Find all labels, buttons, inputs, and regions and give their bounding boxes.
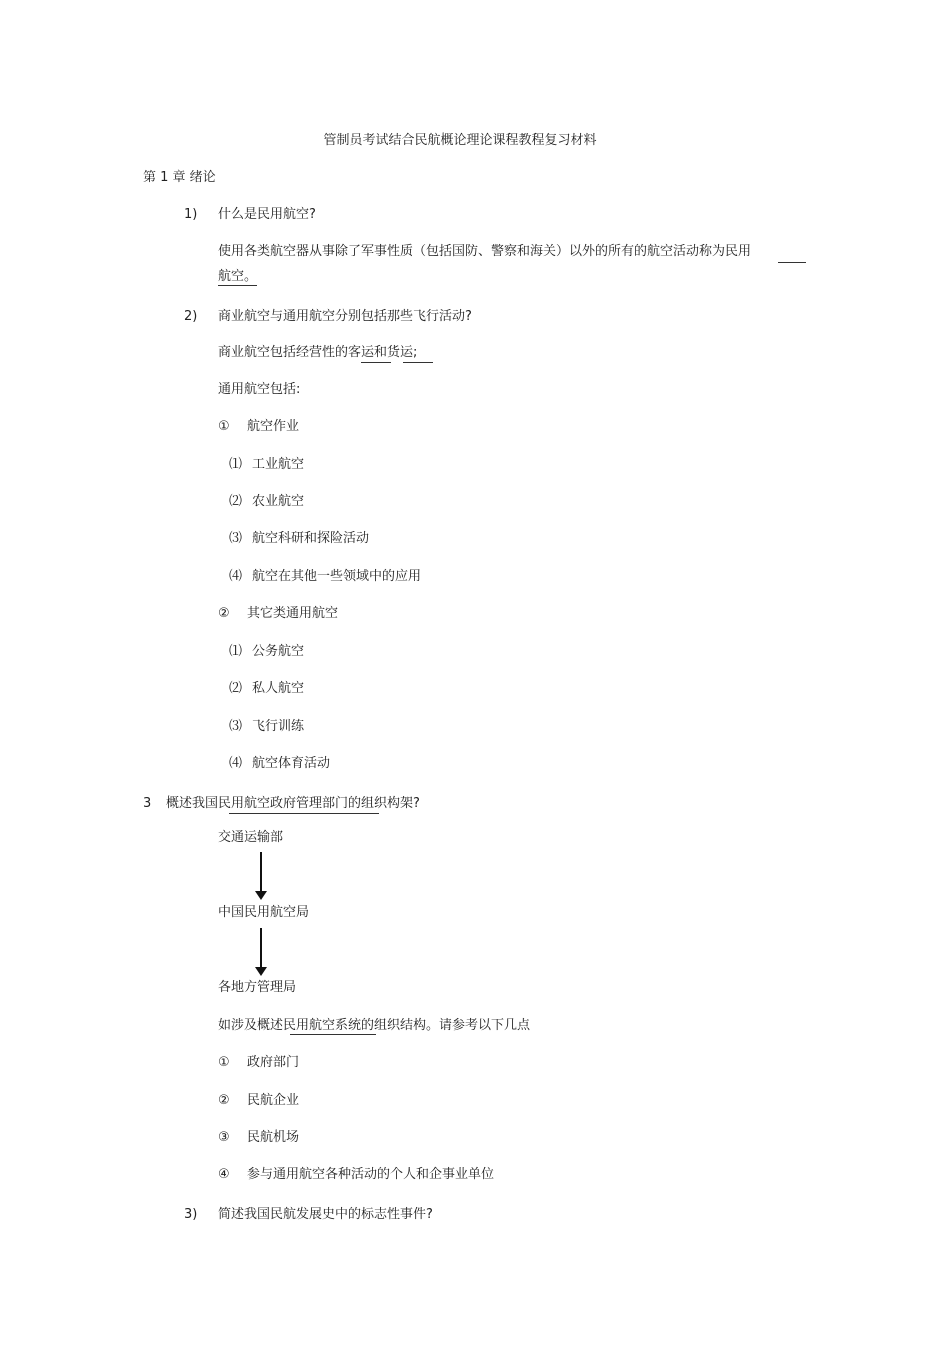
- q3-number: 3: [143, 796, 152, 811]
- point-marker: ④: [218, 1167, 230, 1182]
- g2-item-label: 飞行训练: [252, 719, 305, 734]
- org-arrow-2: [260, 928, 262, 968]
- org-node-caac: 中国民用航空局: [218, 905, 310, 920]
- q1-question: 什么是民用航空?: [218, 207, 316, 222]
- g2-item-marker: ⑵: [229, 681, 243, 696]
- org-node-regional: 各地方管理局: [218, 980, 297, 995]
- chapter-heading: 第 1 章 绪论: [143, 170, 216, 185]
- g1-item-marker: ⑶: [229, 531, 243, 546]
- q1-underline: [778, 262, 806, 263]
- g1-item-marker: ⑵: [229, 494, 243, 509]
- g2-item-label: 公务航空: [252, 644, 305, 659]
- g2-item-marker: ⑶: [229, 719, 243, 734]
- q2-question: 商业航空与通用航空分别包括那些飞行活动?: [218, 309, 472, 324]
- q1-answer-line2: 航空。: [218, 269, 258, 284]
- q2-underline-cargo: [403, 362, 433, 363]
- g1-item-label: 航空在其他一些领域中的应用: [252, 569, 422, 584]
- g1-item-marker: ⑴: [229, 457, 243, 472]
- document-title: 管制员考试结合民航概论理论课程教程复习材料: [323, 133, 597, 148]
- q4-question: 简述我国民航发展史中的标志性事件?: [218, 1207, 433, 1222]
- q1-answer-line1: 使用各类航空器从事除了军事性质（包括国防、警察和海关）以外的所有的航空活动称为民用: [218, 244, 752, 259]
- g1-item-marker: ⑷: [229, 569, 243, 584]
- q3-question: 概述我国民用航空政府管理部门的组织构架?: [166, 796, 420, 811]
- point-label: 民航机场: [247, 1130, 300, 1145]
- q1-number: 1): [184, 207, 198, 222]
- g2-item-marker: ⑴: [229, 644, 243, 659]
- point-marker: ②: [218, 1093, 230, 1108]
- q2-number: 2): [184, 309, 198, 324]
- org-arrow-1: [260, 852, 262, 892]
- q2-commercial: 商业航空包括经营性的客运和货运;: [218, 345, 418, 360]
- group2-marker: ②: [218, 606, 230, 621]
- group1-marker: ①: [218, 419, 230, 434]
- q3-underline: [229, 813, 379, 814]
- group1-label: 航空作业: [247, 419, 300, 434]
- point-marker: ③: [218, 1130, 230, 1145]
- q4-number: 3): [184, 1207, 198, 1222]
- g1-item-label: 农业航空: [252, 494, 305, 509]
- point-label: 民航企业: [247, 1093, 300, 1108]
- point-label: 参与通用航空各种活动的个人和企事业单位: [247, 1167, 495, 1182]
- q3-note: 如涉及概述民用航空系统的组织结构。请参考以下几点: [218, 1018, 531, 1033]
- org-node-ministry: 交通运输部: [218, 830, 284, 845]
- q3-note-underline: [290, 1034, 376, 1035]
- q2-general-intro: 通用航空包括:: [218, 382, 301, 397]
- group2-label: 其它类通用航空: [247, 606, 339, 621]
- point-marker: ①: [218, 1055, 230, 1070]
- g2-item-label: 私人航空: [252, 681, 305, 696]
- g2-item-label: 航空体育活动: [252, 756, 331, 771]
- q2-underline-passenger: [361, 362, 391, 363]
- point-label: 政府部门: [247, 1055, 300, 1070]
- g1-item-label: 工业航空: [252, 457, 305, 472]
- g1-item-label: 航空科研和探险活动: [252, 531, 370, 546]
- g2-item-marker: ⑷: [229, 756, 243, 771]
